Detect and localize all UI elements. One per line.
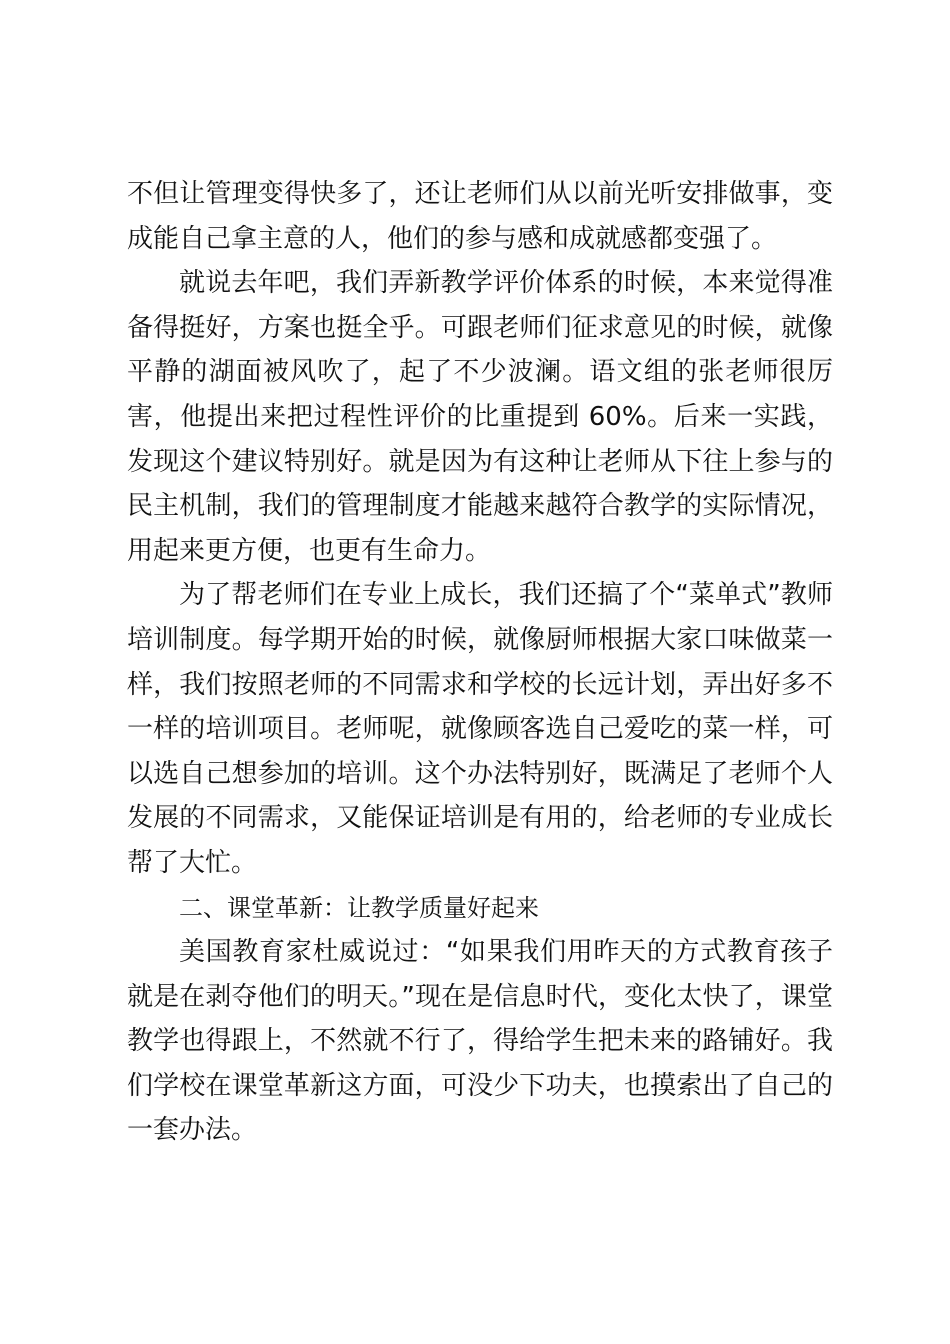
document-body [127,172,833,1153]
paragraph-evaluation-system: 就说去年吧，我们弄新教学评价体系的时候，本来觉得准备得挺好，方案也挺全乎。可跟老师们征求意见的时候，就像平静的湖面被风吹了，起了不少波澜。语文组的张老师很厉害，他提出来把过程性评价的比重提到 60%。后来一实践，发现这个建议特别好。就是因为有这种让老师从下往上参与的民主机制，我们的管理制度才能越来越符合教学的实际情况，用起来更方便，也更有生命力。 [127,268,833,566]
paragraph-classroom-reform: 美国教育家杜威说过：“如果我们用昨天的方式教育孩子就是在剥夺他们的明天。”现在是信息时代，变化太快了，课堂教学也得跟上，不然就不行了，得给学生把未来的路铺好。我们学校在课堂革新这方面，可没少下功夫，也摸索出了自己的一套办法。 [127,937,833,1146]
paragraph-continued: 不但让管理变得快多了，还让老师们从以前光听安排做事，变成能自己拿主意的人，他们的参与感和成就感都变强了。 [127,179,833,254]
section-heading: 二、课堂革新：让教学质量好起来 [179,893,539,922]
paragraph-menu-training: 为了帮老师们在专业上成长，我们还搞了个“菜单式”教师培训制度。每学期开始的时候，就像厨师根据大家口味做菜一样，我们按照老师的不同需求和学校的长远计划，弄出好多不一样的培训项目。老师呢，就像顾客选自己爱吃的菜一样，可以选自己想参加的培训。这个办法特别好，既满足了老师个人发展的不同需求，又能保证培训是有用的，给老师的专业成长帮了大忙。 [127,580,833,878]
